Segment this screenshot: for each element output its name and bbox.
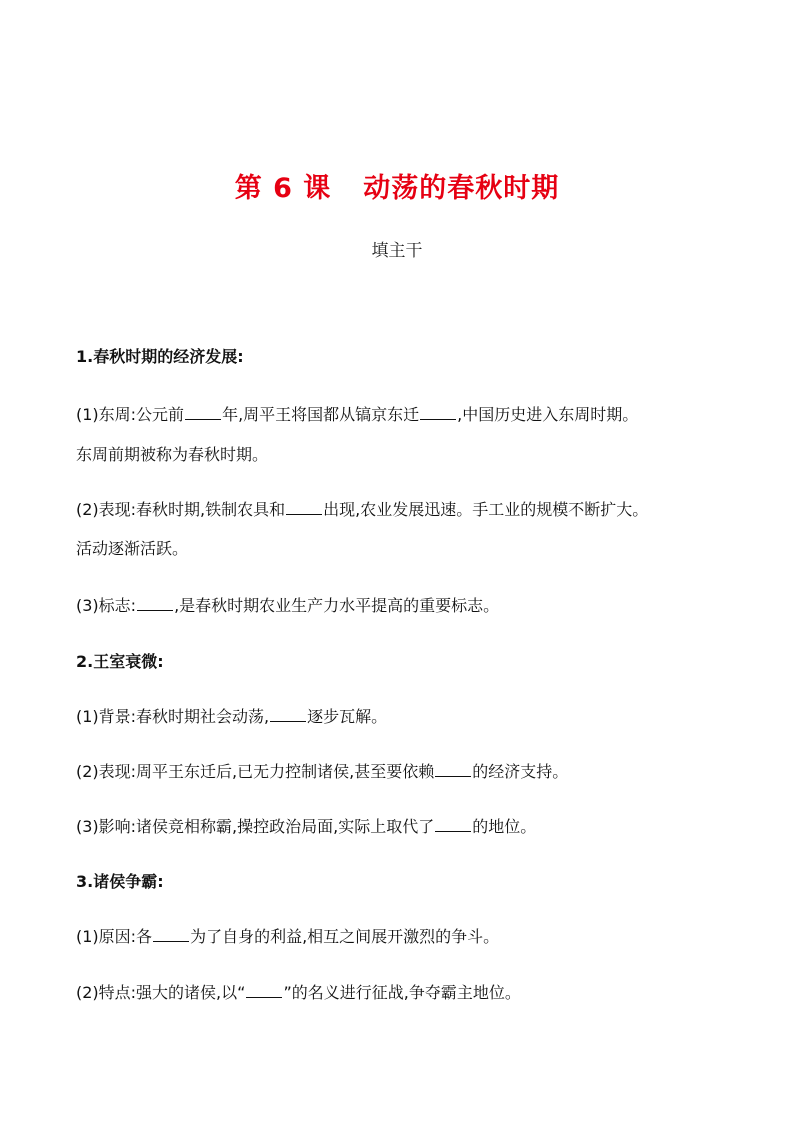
answer-blank[interactable] [435,760,471,777]
answer-blank[interactable] [270,705,306,722]
page-subtitle: 填主干 [371,241,423,261]
question-1-2-continued: 活动逐渐活跃。 [76,539,189,558]
question-3-1: (1)原因:各 为了自身的利益,相互之间展开激烈的争斗。 [76,927,500,946]
section-heading-economy: 1.春秋时期的经济发展: [76,347,244,366]
question-1-1-continued: 东周前期被称为春秋时期。 [76,445,269,464]
question-2-3: (3)影响:诸侯竞相称霸,操控政治局面,实际上取代了 的地位。 [76,817,537,836]
answer-blank[interactable] [185,403,221,420]
answer-blank[interactable] [435,815,471,832]
answer-blank[interactable] [420,403,456,420]
question-1-1: (1)东周:公元前 年,周平王将国都从镐京东迁 ,中国历史进入东周时期。 [76,405,639,424]
question-3-2: (2)特点:强大的诸侯,以“ ”的名义进行征战,争夺霸主地位。 [76,983,521,1002]
question-2-1: (1)背景:春秋时期社会动荡, 逐步瓦解。 [76,707,388,726]
lesson-name: 动荡的春秋时期 [363,173,560,204]
answer-blank[interactable] [153,925,189,942]
lesson-number: 第 6 课 [234,173,332,204]
answer-blank[interactable] [246,981,282,998]
question-1-2: (2)表现:春秋时期,铁制农具和 出现,农业发展迅速。手工业的规模不断扩大。 [76,500,649,519]
answer-blank[interactable] [137,594,173,611]
answer-blank[interactable] [286,498,322,515]
page-title [0,166,794,205]
section-heading-hegemony: 3.诸侯争霸: [76,872,164,891]
question-1-3: (3)标志: ,是春秋时期农业生产力水平提高的重要标志。 [76,596,500,615]
question-2-2: (2)表现:周平王东迁后,已无力控制诸侯,甚至要依赖 的经济支持。 [76,762,569,781]
section-heading-royal-decline: 2.王室衰微: [76,652,164,671]
